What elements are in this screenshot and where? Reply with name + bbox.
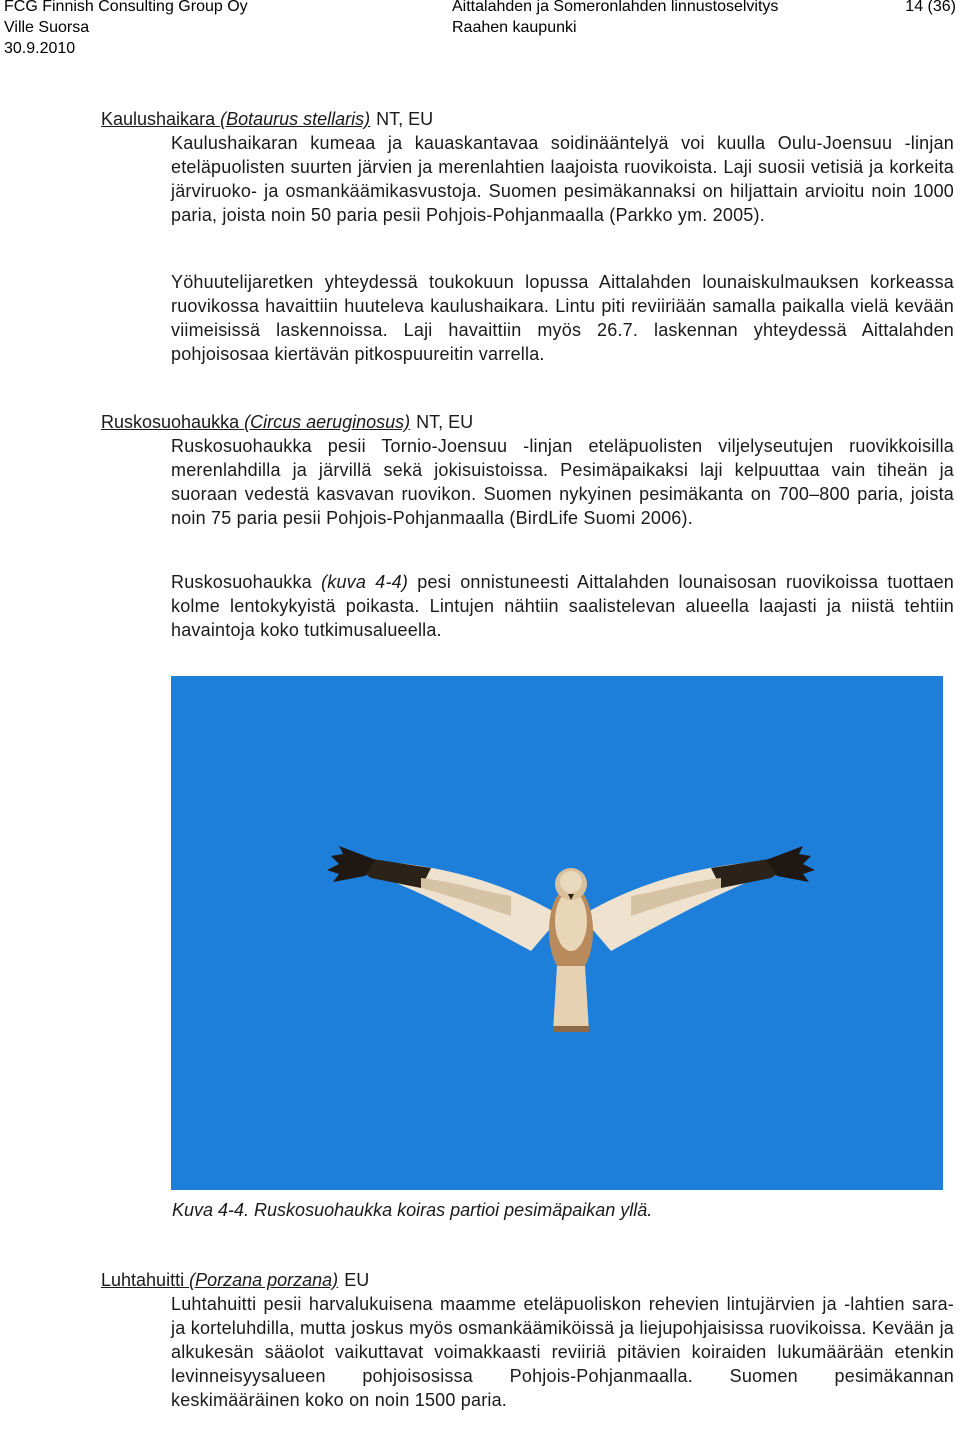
- species-status: NT, EU: [416, 412, 474, 432]
- species-status: NT, EU: [376, 109, 434, 129]
- report-title: Aittalahden ja Someronlahden linnustoselvitys: [452, 0, 779, 15]
- marsh-harrier-photo: [171, 676, 943, 1190]
- species-name: Kaulushaikara (Botaurus stellaris): [101, 109, 371, 129]
- header-left: [4, 0, 248, 59]
- species-heading-ruskosuohaukka: [101, 411, 473, 433]
- header-right: [905, 0, 956, 17]
- figure-reference: (kuva 4-4): [321, 572, 409, 592]
- paragraph-luhtahuitti-1: Luhtahuitti pesii harvalukuisena maamme eteläpuoliskon rehevien lintujärvien ja -lahtien sara- ja korteluhdilla, mutta joskus myös osmankäämiköissä ja liejupohjaisissa ruovikoissa. Kevään ja alkukesän sääolot vaikuttavat voimakkaasti reviiriä pitävien koiraiden lukumäärään etenkin levinneisyysalueen pohjoisosissa Pohjois-Pohjanmaalla. Suomen pesimäkannan keskimääräinen koko on noin 1500 paria.: [171, 1294, 954, 1410]
- species-heading-kaulushaikara: [101, 108, 433, 130]
- paragraph-ruskosuohaukka-1: Ruskosuohaukka pesii Tornio-Joensuu -linjan eteläpuolisten viljelyseutujen ruovikkoisilla merenlahdilla ja järvillä sekä jokisuistoissa. Pesimäpaikaksi laji kelpuuttaa vain tiheän ja suoraan vedestä kasvavan ruovikon. Suomen nykyinen pesimäkanta on 700–800 paria, joista noin 75 paria pesii Pohjois-Pohjanmaalla (BirdLife Suomi 2006).: [171, 436, 954, 528]
- client-name: Raahen kaupunki: [452, 19, 577, 36]
- page-number: 14 (36): [905, 0, 956, 15]
- paragraph-kaulushaikara-1: Kaulushaikaran kumeaa ja kauaskantavaa soidinääntelyä voi kuulla Oulu-Joensuu -linjan eteläpuolisten suurten järvien ja merenlahtien laajoista ruovikoista. Laji suosii vetisiä ja korkeita järviruoko- ja osmankäämikasvustoja. Suomen pesimäkannaksi on hiljattain arvioitu noin 1000 paria, joista noin 50 paria pesii Pohjois-Pohjanmaalla (Parkko ym. 2005).: [171, 133, 954, 225]
- species-heading-luhtahuitti: [101, 1269, 369, 1291]
- company-name: FCG Finnish Consulting Group Oy: [4, 0, 248, 15]
- page-header: [0, 0, 960, 62]
- species-name: Ruskosuohaukka (Circus aeruginosus): [101, 412, 411, 432]
- bird-in-flight-illustration: [171, 676, 943, 1190]
- paragraph-ruskosuohaukka-2: Ruskosuohaukka (kuva 4-4) pesi onnistuneesti Aittalahden lounaisosan ruovikoissa tuottaen kolme lentokykyistä poikasta. Lintujen nähtiin saalistelevan alueella laajasti ja niistä tehtiin havaintoja koko tutkimusalueella.: [171, 572, 954, 640]
- figure-caption: Kuva 4-4. Ruskosuohaukka koiras partioi pesimäpaikan yllä.: [172, 1200, 653, 1220]
- species-status: EU: [344, 1270, 370, 1290]
- header-center: [452, 0, 778, 38]
- report-date: 30.9.2010: [4, 40, 76, 57]
- species-name: Luhtahuitti (Porzana porzana): [101, 1270, 339, 1290]
- paragraph-kaulushaikara-2: Yöhuutelijaretken yhteydessä toukokuun lopussa Aittalahden lounaiskulmauksen korkeassa ruovikossa havaittiin huuteleva kaulushaikara. Lintu piti reviiriään samalla paikalla vielä kevään viimeisissä laskennoissa. Laji havaittiin myös 26.7. laskennan yhteydessä Aittalahden pohjoisosaa kiertävän pitkospuureitin varrella.: [171, 272, 954, 364]
- author-name: Ville Suorsa: [4, 19, 90, 36]
